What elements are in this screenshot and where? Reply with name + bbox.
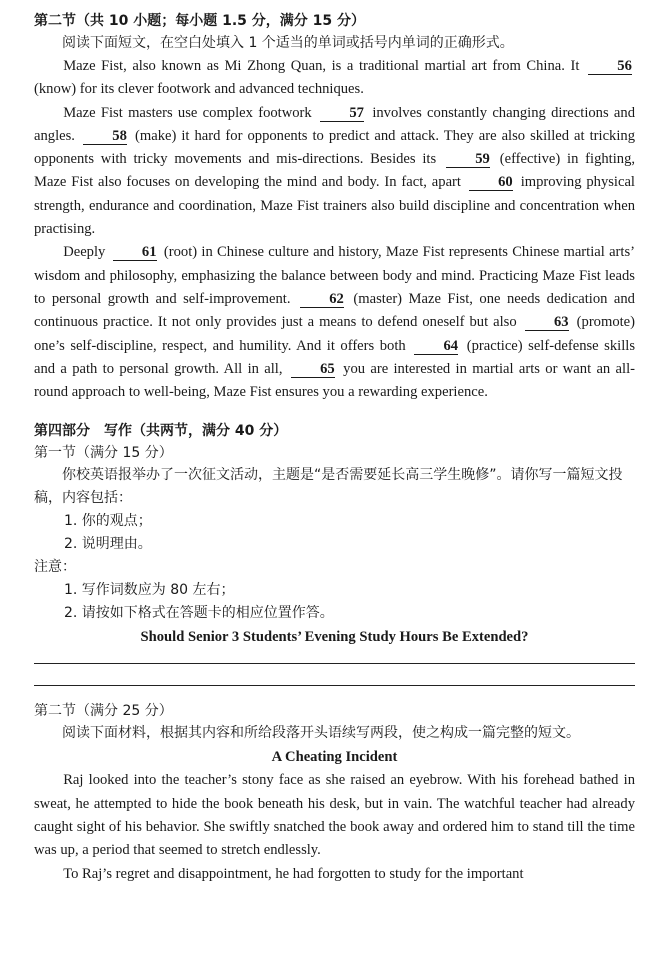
blank-59[interactable]: 59 <box>446 152 490 168</box>
note-item-1: 1. 写作词数应为 80 左右； <box>64 582 235 599</box>
note-item-2: 2. 请按如下格式在答题卡的相应位置作答。 <box>64 605 334 622</box>
blank-60[interactable]: 60 <box>469 175 513 191</box>
story-paragraph-1: Raj looked into the teacher’s stony face as she raised an eyebrow. With his forehead bathed in sweat, he attempted to hide the book beneath his desk, but in vain. The watchful teacher had already caught sight of his behavior. She swiftly snatched the book away and ordered him to stand till the time was up, a period that seemed to stretch endlessly. <box>34 772 635 859</box>
section2-instruction: 阅读下面短文，在空白处填入 1 个适当的单词或括号内单词的正确形式。 <box>62 35 514 51</box>
essay-title: Should Senior 3 Students’ Evening Study Hours Be Extended? <box>140 629 529 646</box>
passage-paragraph-2: Maze Fist masters use complex footwork 57 involves constantly changing directions and angles. 58 (make) it hard for opponents to predict and attack. They are also skilled at tricking opponents with tricky movements and mis-directions. Besides its 59 (effective) in fighting, Maze Fist also focuses on developing the mind and body. In fact, apart 60 improving physical strength, endurance and coordination, Maze Fist trainers also build discipline and concentration when practising. <box>34 104 636 238</box>
blank-57[interactable]: 57 <box>320 106 364 122</box>
requirement-item-2: 2. 说明理由。 <box>64 536 152 553</box>
passage-paragraph-3: Deeply 61 (root) in Chinese culture and history, Maze Fist represents Chinese martial arts’ wisdom and philosophy, emphasizing the balance between body and mind. Practicing Maze Fist leads to personal growth and self-improvement. 62 (master) Maze Fist, one needs dedication and continuous practice. It not only provides just a means to defend oneself but also 63 (promote) one’s self-discipline, respect, and humility. And it offers both 64 (practice) self-defense skills and a path to personal growth. All in all, 65 you are interested in martial arts or want an all-round approach to well-being, Maze Fist ensures you a rewarding experience. <box>34 244 636 401</box>
part4-header: 第四部分 写作（共两节，满分 40 分） <box>34 423 288 440</box>
blank-58[interactable]: 58 <box>83 129 127 145</box>
note-label: 注意： <box>34 559 76 576</box>
requirement-item-1: 1. 你的观点； <box>64 513 152 530</box>
section2-header: 第二节（共 10 小题；每小题 1.5 分，满分 15 分） <box>34 13 366 29</box>
part4-section2-header: 第二节（满分 25 分） <box>34 703 173 720</box>
blank-65[interactable]: 65 <box>291 362 335 378</box>
part4-section1-intro: 你校英语报举办了一次征文活动，主题是“是否需要延长高三学生晚修”。请你写一篇短文投稿，内容包括： <box>34 467 623 507</box>
blank-63[interactable]: 63 <box>525 315 569 331</box>
blank-64[interactable]: 64 <box>414 339 458 355</box>
part4-section2-intro: 阅读下面材料，根据其内容和所给段落开头语续写两段，使之构成一篇完整的短文。 <box>62 725 580 742</box>
part4-section1-header: 第一节（满分 15 分） <box>34 445 173 462</box>
blank-61[interactable]: 61 <box>113 245 157 261</box>
blank-56[interactable]: 56 <box>588 59 632 75</box>
blank-62[interactable]: 62 <box>300 292 344 308</box>
story-title: A Cheating Incident <box>271 749 398 766</box>
story-paragraph-2: To Raj’s regret and disappointment, he had forgotten to study for the important <box>63 865 524 882</box>
passage-paragraph-1: Maze Fist, also known as Mi Zhong Quan, is a traditional martial art from China. It 56 (know) for its clever footwork and advanced techniques. <box>34 58 632 98</box>
